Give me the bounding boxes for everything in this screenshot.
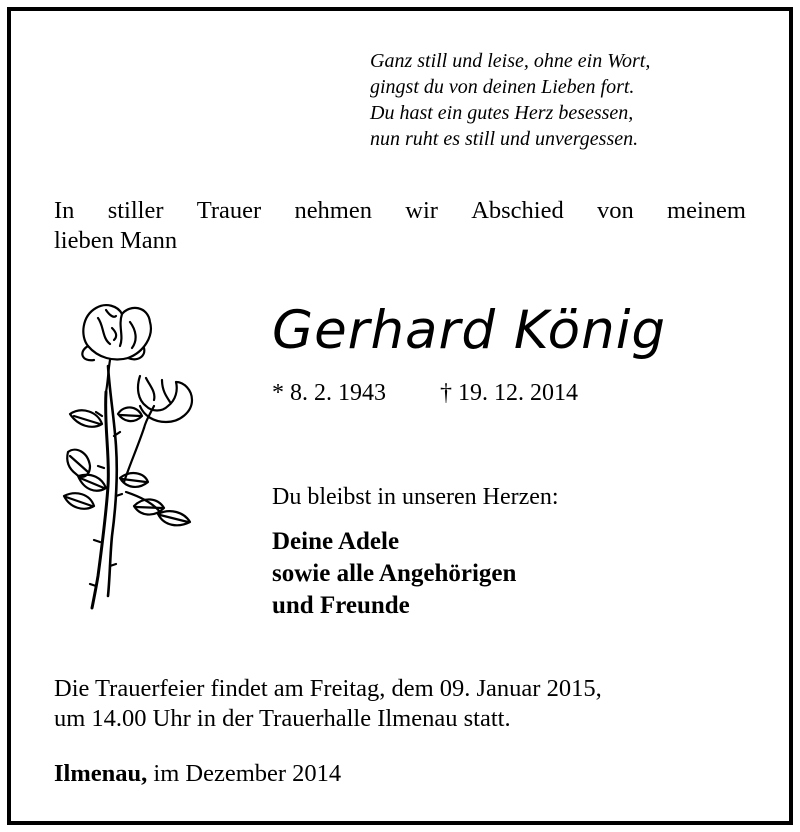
intro-line-2: lieben Mann: [54, 227, 178, 254]
poem-line: Du hast ein gutes Herz besessen,: [370, 102, 634, 124]
signer-line: sowie alle Angehörigen: [272, 560, 517, 587]
intro-word: von: [597, 197, 634, 224]
remembrance-message: Du bleibst in unseren Herzen:: [272, 484, 559, 510]
intro-word: In: [54, 197, 75, 224]
service-line-1: Die Trauerfeier findet am Freitag, dem 09. Januar 2015,: [54, 675, 602, 702]
poem-line: nun ruht es still und unvergessen.: [370, 128, 639, 150]
service-line-2: um 14.00 Uhr in der Trauerhalle Ilmenau statt.: [54, 705, 511, 732]
poem-line: gingst du von deinen Lieben fort.: [370, 76, 635, 98]
place-date: im Dezember 2014: [147, 760, 342, 787]
intro-word: Abschied: [471, 197, 564, 224]
rose-icon: [58, 296, 208, 612]
intro-word: stiller: [107, 197, 164, 224]
place-city: Ilmenau,: [54, 760, 148, 787]
poem-line: Ganz still und leise, ohne ein Wort,: [370, 50, 651, 72]
intro-line-1: [54, 196, 746, 226]
intro-word: Trauer: [196, 197, 262, 224]
intro-text: [54, 196, 746, 256]
poem: [370, 48, 650, 152]
life-dates: [272, 380, 578, 407]
death-date: † 19. 12. 2014: [440, 380, 578, 406]
deceased-name: Gerhard König: [272, 300, 667, 361]
place-and-date: [54, 760, 341, 788]
intro-word: wir: [405, 197, 438, 224]
birth-date: * 8. 2. 1943: [272, 380, 386, 406]
intro-word: meinem: [667, 197, 746, 224]
intro-word: nehmen: [294, 197, 372, 224]
signer-line: Deine Adele: [272, 528, 400, 555]
signer-line: und Freunde: [272, 592, 410, 619]
funeral-service-info: [54, 674, 602, 734]
signers: [272, 526, 516, 622]
